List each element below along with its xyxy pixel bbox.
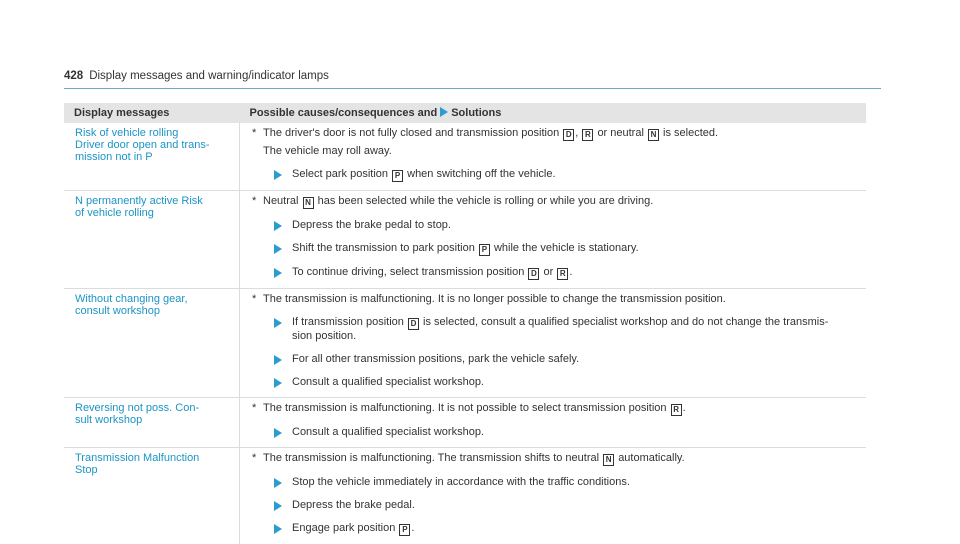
cause-text [250,293,858,306]
page-header [64,70,329,82]
solution-step [274,242,858,256]
message-cell [64,123,240,191]
text: while the vehicle is stationary. [494,242,639,254]
text: The transmission is malfunctioning. It is no longer possible to change the transmission position. [263,293,726,306]
table-row [64,289,866,398]
display-messages-table [64,103,866,544]
solution-step [274,168,858,182]
gear-p-symbol: P [399,524,410,536]
message-cell [64,289,240,398]
text: , [575,127,578,139]
asterisk: * [252,195,263,209]
message-line: sult workshop [75,414,229,426]
text: To continue driving, select transmission position [292,266,524,278]
display-message [75,293,229,317]
text: is selected. [663,127,718,139]
display-message [75,402,229,426]
text: Consult a qualified specialist workshop. [292,376,484,389]
column-header-causes [240,103,867,123]
page-title: Display messages and warning/indicator lamps [89,70,329,82]
cause-text [250,402,858,416]
text: automatically. [618,452,684,464]
text: . [683,402,686,414]
gear-r-symbol: R [671,404,682,416]
text: Consult a qualified specialist workshop. [292,426,484,439]
gear-d-symbol: D [408,318,419,330]
text: The transmission is malfunctioning. The transmission shifts to neutral [263,452,599,464]
gear-d-symbol: D [528,268,539,280]
message-cell [64,398,240,448]
message-line: mission not in P [75,151,229,163]
message-line: Transmission Malfunction [75,452,229,464]
text: has been selected while the vehicle is rolling or while you are driving. [318,195,654,207]
cause-solution-cell [240,448,867,544]
message-cell [64,191,240,289]
text: Depress the brake pedal. [292,499,415,512]
text: or [543,266,553,278]
text: is selected, consult a qualified specialist workshop and do not change the transmis- [423,316,828,328]
solution-arrow-icon [274,478,282,488]
header-rule [64,88,881,89]
text: Select park position [292,168,388,180]
solution-arrow-icon [274,268,282,278]
text: The transmission is malfunctioning. It is not possible to select transmission position [263,402,667,414]
column-header-messages: Display messages [64,103,240,123]
solution-arrow-icon [274,318,282,328]
solution-arrow-icon [274,170,282,180]
text: Depress the brake pedal to stop. [292,219,451,232]
solution-arrow-icon [274,355,282,365]
message-line: Stop [75,464,229,476]
display-message [75,127,229,163]
text: . [569,266,572,278]
solution-step [274,499,858,512]
text: For all other transmission positions, park the vehicle safely. [292,353,579,366]
text: Neutral [263,195,298,207]
cause-note: The vehicle may roll away. [250,145,858,158]
solution-step [274,266,858,280]
solution-step [274,426,858,439]
cause-text [250,452,858,466]
solution-arrow-icon [274,221,282,231]
solution-arrow-icon [440,107,448,117]
gear-p-symbol: P [392,170,403,182]
text: . [411,522,414,534]
column-header-causes-label: Possible causes/consequences and [250,107,438,119]
message-line: Risk of vehicle rolling [75,127,229,139]
solution-arrow-icon [274,378,282,388]
cause-solution-cell [240,398,867,448]
message-line: Driver door open and trans- [75,139,229,151]
solution-step [274,376,858,389]
message-cell [64,448,240,544]
asterisk: * [252,293,263,306]
message-line: Reversing not poss. Con- [75,402,229,414]
message-line: N permanently active Risk [75,195,229,207]
solution-arrow-icon [274,244,282,254]
cause-text [250,195,858,209]
page-number: 428 [64,70,83,82]
asterisk: * [252,452,263,466]
message-line: of vehicle rolling [75,207,229,219]
solution-step [274,219,858,232]
text: The driver's door is not fully closed and transmission position [263,127,559,139]
solution-step [274,316,858,343]
table-row [64,398,866,448]
text: sion position. [292,330,356,342]
table-row [64,123,866,191]
cause-solution-cell [240,123,867,191]
cause-text [250,127,858,141]
gear-p-symbol: P [479,244,490,256]
gear-n-symbol: N [648,129,659,141]
text: or neutral [597,127,643,139]
asterisk: * [252,127,263,141]
gear-r-symbol: R [582,129,593,141]
table-row [64,191,866,289]
text: If transmission position [292,316,404,328]
cause-solution-cell [240,289,867,398]
message-line: Without changing gear, [75,293,229,305]
solution-arrow-icon [274,428,282,438]
solution-step [274,476,858,489]
solution-step [274,353,858,366]
display-message [75,195,229,219]
solution-step [274,522,858,536]
cause-solution-cell [240,191,867,289]
gear-n-symbol: N [603,454,614,466]
display-message [75,452,229,476]
column-header-solutions-label: Solutions [451,107,501,119]
table-header-row [64,103,866,123]
text: when switching off the vehicle. [407,168,555,180]
gear-r-symbol: R [557,268,568,280]
text: Stop the vehicle immediately in accordance with the traffic conditions. [292,476,630,489]
solution-arrow-icon [274,501,282,511]
gear-n-symbol: N [303,197,314,209]
gear-d-symbol: D [563,129,574,141]
asterisk: * [252,402,263,416]
table-row [64,448,866,544]
message-line: consult workshop [75,305,229,317]
text: Engage park position [292,522,395,534]
text: Shift the transmission to park position [292,242,475,254]
